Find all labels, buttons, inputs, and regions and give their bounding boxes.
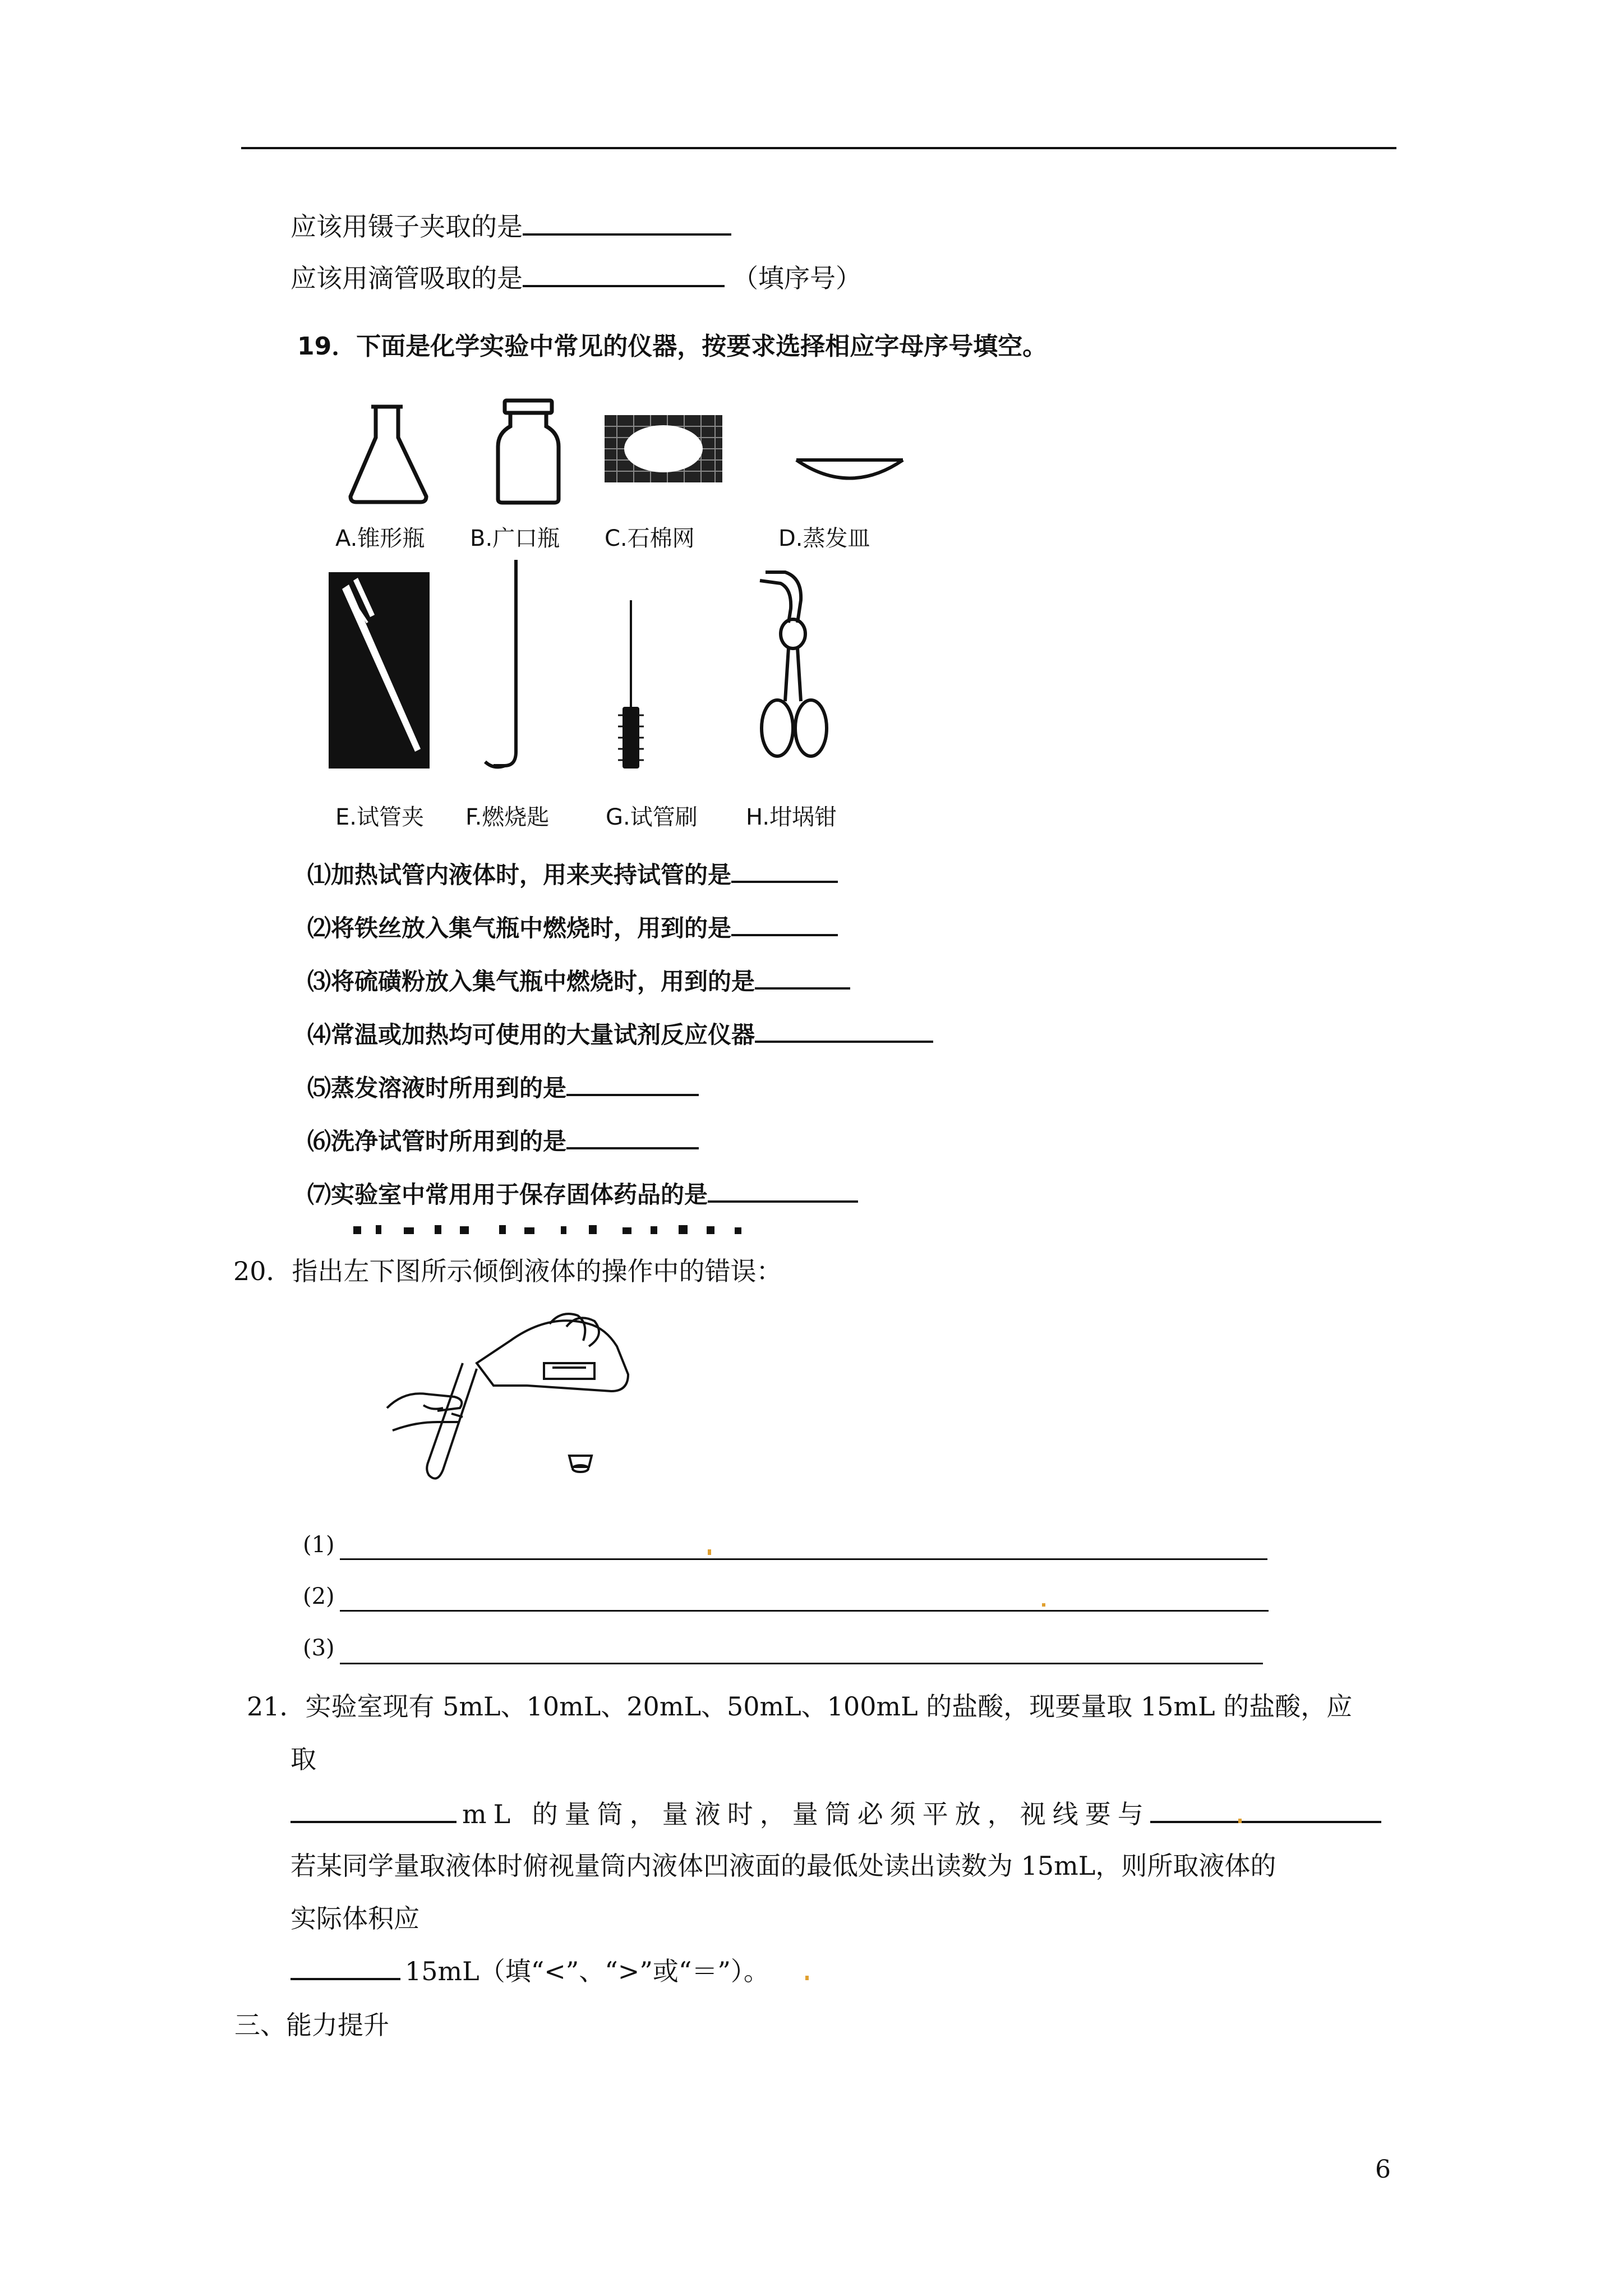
labels-row2 [335, 803, 837, 831]
instruments-row2-figure [325, 555, 886, 791]
q18-tweezers-line [291, 210, 731, 243]
q19-question-1 [307, 858, 838, 892]
q19-title: 19．下面是化学实验中常见的仪器，按要求选择相应字母序号填空。 [297, 332, 1048, 361]
page-number: 6 [1375, 2155, 1391, 2184]
q19-question-7 [307, 1178, 858, 1212]
label-h: H.坩埚钳 [746, 804, 837, 830]
q21-compare-blank[interactable] [291, 1955, 400, 1980]
evaporating-dish-icon [796, 460, 903, 478]
q21-sightline-blank[interactable] [1150, 1798, 1381, 1823]
header-rule [241, 147, 1396, 149]
instruments-row1-figure [348, 398, 953, 510]
q19-question-4-text: ⑷常温或加热均可使用的大量试剂反应仪器 [307, 1021, 755, 1048]
pouring-liquid-figure [381, 1301, 673, 1487]
q18-dropper-line [291, 261, 861, 295]
q19-blank-7[interactable] [708, 1179, 858, 1203]
q19-question-6 [307, 1125, 699, 1158]
q21-line-3 [291, 1797, 1381, 1831]
q19-question-2 [307, 912, 838, 945]
asbestos-gauze-icon [605, 415, 722, 482]
q20-answer-line-1[interactable] [340, 1558, 1267, 1560]
q21-line-1: 21．实验室现有 5mL、10mL、20mL、50mL、100mL 的盐酸，现要量取 15mL 的盐酸，应 [247, 1691, 1353, 1722]
q19-blank-5[interactable] [566, 1073, 699, 1096]
combustion-spoon-icon [485, 560, 516, 767]
crucible-tongs-icon [760, 572, 827, 756]
q19-question-3-text: ⑶将硫磺粉放入集气瓶中燃烧时，用到的是 [307, 968, 755, 995]
q21-line-6-text: 15mL（填“<”、“>”或“＝”）。 [405, 1956, 769, 1986]
q19-question-5-text: ⑸蒸发溶液时所用到的是 [307, 1074, 567, 1102]
label-e: E.试管夹 [335, 804, 424, 830]
q18-tweezers-blank[interactable] [523, 210, 731, 236]
q20-item-1: (1) [303, 1532, 335, 1558]
conical-flask-icon [351, 407, 426, 502]
q19-question-4 [307, 1018, 933, 1052]
q21-line-2: 取 [291, 1744, 316, 1774]
q21-line-3-text: mL 的量筒，量液时，量筒必须平放，视线要与 [462, 1799, 1150, 1829]
section-3-heading: 三、能力提升 [234, 2010, 389, 2040]
q19-blank-2[interactable] [731, 913, 838, 936]
q20-title: 20．指出左下图所示倾倒液体的操作中的错误： [233, 1256, 782, 1286]
q20-mark-1 [708, 1549, 711, 1555]
q18-tweezers-text: 应该用镊子夹取的是 [291, 211, 523, 242]
wide-mouth-bottle-icon [498, 401, 559, 503]
label-c: C.石棉网 [605, 526, 695, 551]
q21-cylinder-size-blank[interactable] [291, 1798, 457, 1823]
q20-item-2: (2) [303, 1584, 335, 1609]
q19-question-3 [307, 965, 850, 999]
q21-line-6 [291, 1954, 769, 1988]
q20-answer-line-3[interactable] [340, 1663, 1263, 1664]
q19-question-7-text: ⑺实验室中常用用于保存固体药品的是 [307, 1181, 708, 1208]
label-d: D.蒸发皿 [778, 526, 870, 551]
q21-line-5: 实际体积应 [291, 1903, 419, 1934]
label-a: A.锥形瓶 [335, 526, 425, 551]
label-b: B.广口瓶 [470, 526, 560, 551]
q19-question-5 [307, 1071, 699, 1105]
label-f: F.燃烧匙 [465, 804, 550, 830]
q19-blank-3[interactable] [755, 966, 850, 990]
cropped-text-fragment [336, 1223, 841, 1236]
q21-mark-2 [805, 1976, 809, 1980]
q19-blank-6[interactable] [566, 1126, 699, 1149]
label-g: G.试管刷 [606, 804, 698, 830]
q21-mark-1 [1238, 1819, 1242, 1823]
q19-blank-1[interactable] [731, 859, 838, 883]
q21-line-4: 若某同学量取液体时俯视量筒内液体凹液面的最低处读出读数为 15mL，则所取液体的 [291, 1851, 1276, 1881]
test-tube-brush-icon [618, 600, 644, 769]
q19-question-2-text: ⑵将铁丝放入集气瓶中燃烧时，用到的是 [307, 914, 732, 942]
q19-question-1-text: ⑴加热试管内液体时，用来夹持试管的是 [307, 861, 732, 889]
q20-answer-line-2[interactable] [340, 1610, 1269, 1612]
q18-dropper-text: 应该用滴管吸取的是 [291, 263, 523, 293]
q18-dropper-blank[interactable] [523, 262, 725, 287]
q19-blank-4[interactable] [755, 1019, 933, 1043]
q19-question-6-text: ⑹洗净试管时所用到的是 [307, 1128, 567, 1155]
test-tube-holder-icon [329, 572, 430, 769]
q18-note: （填序号） [732, 263, 861, 293]
labels-row1 [335, 524, 870, 553]
q20-item-3: (3) [303, 1635, 335, 1661]
q20-mark-2 [1042, 1603, 1045, 1607]
